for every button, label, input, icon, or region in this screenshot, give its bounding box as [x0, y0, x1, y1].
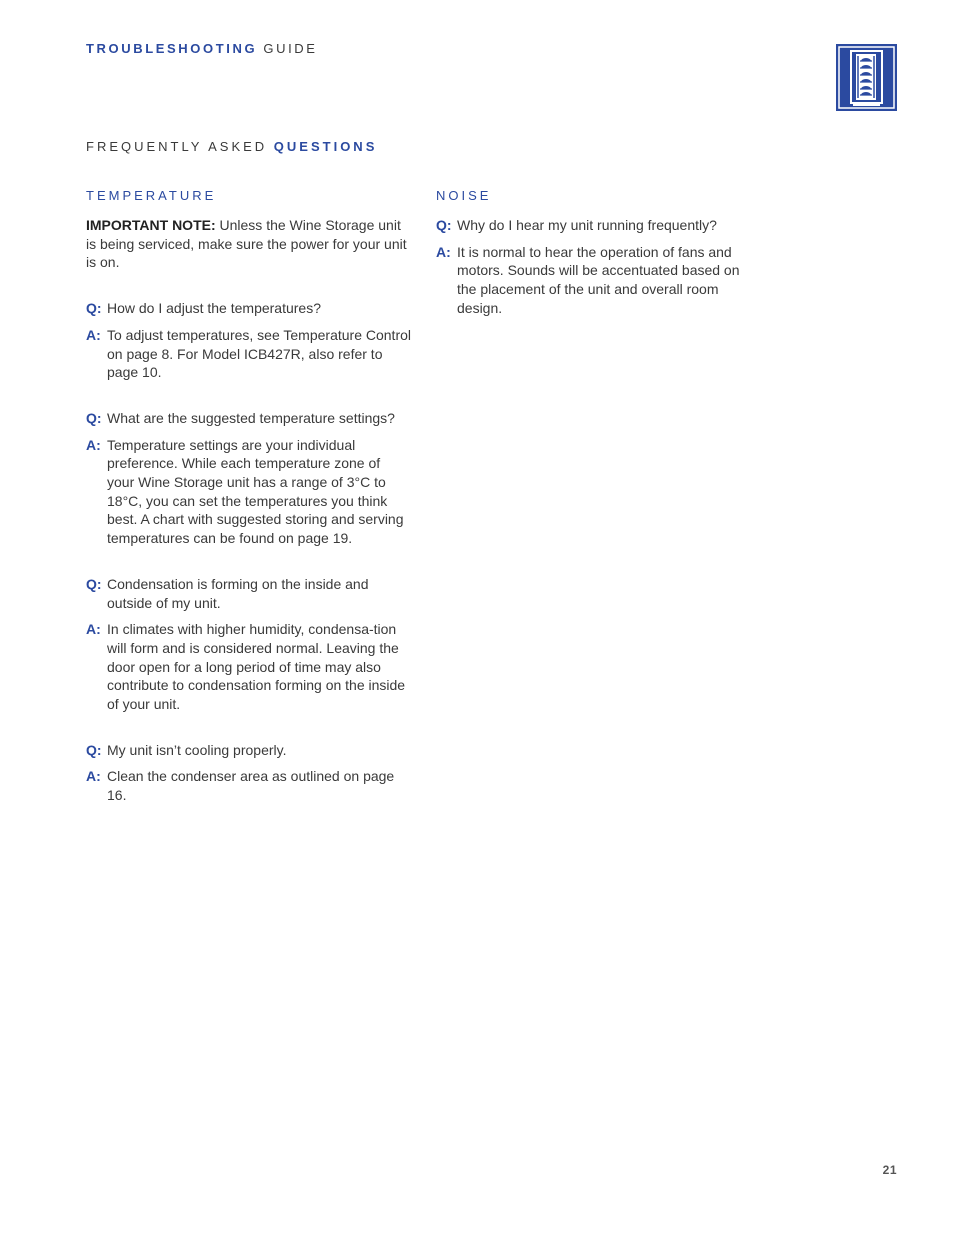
- page-number: 21: [882, 1163, 897, 1177]
- faq-question: [86, 409, 411, 428]
- answer-text: In climates with higher humidity, condensa-tion will form and is considered normal. Leaving the door open for a long period of time may also contribute to condensation forming on the inside of your unit.: [107, 621, 406, 713]
- answer-label: A:: [86, 621, 101, 638]
- question-text: My unit isn’t cooling properly.: [107, 741, 287, 758]
- noise-heading: NOISE: [436, 188, 492, 203]
- important-note-text: Unless the Wine Storage unit is being serviced, make sure the power for your unit is on.: [86, 217, 407, 271]
- answer-text: Clean the condenser area as outlined on page 16.: [107, 768, 395, 804]
- faq-item: [436, 216, 756, 318]
- faq-item: [86, 299, 411, 382]
- answer-label: A:: [86, 436, 101, 453]
- section-title: [86, 139, 377, 154]
- question-text: Condensation is forming on the inside and outside of my unit.: [107, 575, 369, 611]
- faq-question: [86, 741, 411, 760]
- temperature-column: [86, 188, 411, 832]
- faq-question: [86, 575, 411, 612]
- faq-answer: [86, 620, 411, 714]
- question-label: Q:: [436, 217, 452, 233]
- question-label: Q:: [86, 300, 102, 317]
- faq-item: [86, 409, 411, 548]
- question-text: How do I adjust the temperatures?: [107, 300, 322, 317]
- wine-storage-unit-icon: [836, 44, 897, 111]
- answer-text: Temperature settings are your individual preference. While each temperature zone of your Wine Storage unit has a range of 3°C to 18°C, you can set the temperatures you think best. A chart with suggested storing and serving temperatures can be found on page 19.: [107, 436, 404, 547]
- faq-item: [86, 575, 411, 714]
- question-text: What are the suggested temperature settings?: [107, 409, 395, 426]
- faq-answer: [436, 243, 756, 318]
- important-note-label: IMPORTANT NOTE:: [86, 217, 216, 233]
- section-title-light: FREQUENTLY ASKED: [86, 139, 268, 154]
- section-title-bold: QUESTIONS: [273, 139, 378, 154]
- answer-label: A:: [86, 326, 101, 343]
- answer-label: A:: [86, 768, 101, 785]
- answer-text: To adjust temperatures, see Temperature Control on page 8. For Model ICB427R, also refer to page 10.: [107, 326, 412, 381]
- faq-question: [436, 216, 756, 235]
- question-label: Q:: [86, 741, 102, 758]
- important-note: [86, 216, 411, 272]
- page-header: [86, 41, 318, 56]
- temperature-heading: TEMPERATURE: [86, 188, 217, 203]
- header-title-bold: TROUBLESHOOTING: [86, 41, 258, 56]
- question-label: Q:: [86, 409, 102, 426]
- question-label: Q:: [86, 575, 102, 592]
- noise-column: [436, 188, 756, 345]
- faq-answer: [86, 436, 411, 548]
- question-text: Why do I hear my unit running frequently?: [457, 217, 717, 233]
- faq-answer: [86, 767, 411, 804]
- answer-label: A:: [436, 243, 451, 260]
- answer-text: It is normal to hear the operation of fans and motors. Sounds will be accentuated based on the placement of the unit and overall room design.: [457, 243, 740, 316]
- faq-item: [86, 741, 411, 805]
- faq-question: [86, 299, 411, 318]
- faq-answer: [86, 326, 411, 382]
- header-title-rest: GUIDE: [263, 41, 318, 56]
